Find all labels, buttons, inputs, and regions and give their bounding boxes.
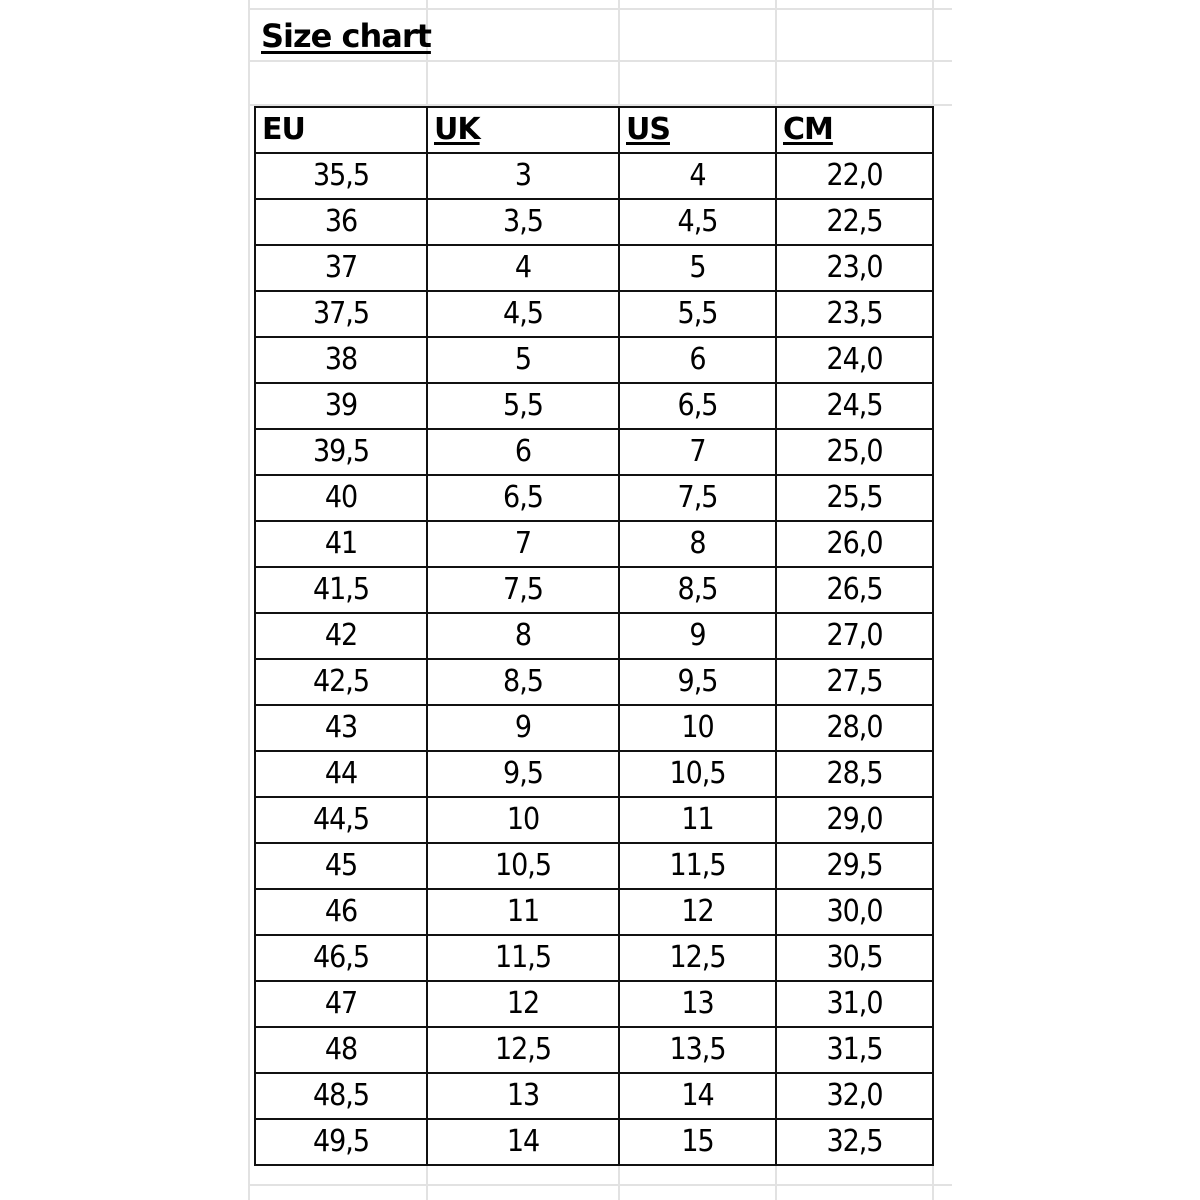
table-row [255,521,933,567]
cell-eu[interactable]: 49,5 [255,1119,427,1165]
cell-cm[interactable]: 31,5 [776,1027,933,1073]
cell-eu[interactable]: 35,5 [255,153,427,199]
header-us[interactable]: US [619,107,776,153]
gridline [248,8,952,10]
cell-cm[interactable]: 22,5 [776,199,933,245]
cell-us[interactable]: 5 [619,245,776,291]
cell-uk[interactable]: 9,5 [427,751,619,797]
table-row [255,337,933,383]
cell-us[interactable]: 9 [619,613,776,659]
cell-cm[interactable]: 23,5 [776,291,933,337]
cell-eu[interactable]: 39 [255,383,427,429]
cell-eu[interactable]: 46,5 [255,935,427,981]
page-title: Size chart [261,17,431,55]
header-uk[interactable]: UK [427,107,619,153]
table-row [255,1073,933,1119]
cell-uk[interactable]: 4,5 [427,291,619,337]
cell-uk[interactable]: 6 [427,429,619,475]
cell-cm[interactable]: 25,0 [776,429,933,475]
cell-cm[interactable]: 23,0 [776,245,933,291]
cell-uk[interactable]: 11,5 [427,935,619,981]
cell-eu[interactable]: 44 [255,751,427,797]
table-row [255,567,933,613]
cell-uk[interactable]: 14 [427,1119,619,1165]
cell-uk[interactable]: 8 [427,613,619,659]
cell-uk[interactable]: 5 [427,337,619,383]
cell-us[interactable]: 8,5 [619,567,776,613]
table-row [255,889,933,935]
cell-cm[interactable]: 31,0 [776,981,933,1027]
cell-us[interactable]: 5,5 [619,291,776,337]
cell-eu[interactable]: 44,5 [255,797,427,843]
gridline [248,60,952,62]
cell-cm[interactable]: 27,0 [776,613,933,659]
table-row [255,429,933,475]
table-row [255,981,933,1027]
cell-us[interactable]: 11,5 [619,843,776,889]
table-header-row [255,107,933,153]
table-row [255,291,933,337]
cell-cm[interactable]: 32,0 [776,1073,933,1119]
cell-uk[interactable]: 3,5 [427,199,619,245]
cell-cm[interactable]: 32,5 [776,1119,933,1165]
gridline [248,1184,952,1186]
cell-uk[interactable]: 7 [427,521,619,567]
cell-uk[interactable]: 8,5 [427,659,619,705]
table-row [255,659,933,705]
cell-eu[interactable]: 39,5 [255,429,427,475]
cell-eu[interactable]: 42 [255,613,427,659]
cell-eu[interactable]: 43 [255,705,427,751]
cell-cm[interactable]: 29,5 [776,843,933,889]
table-row [255,153,933,199]
cell-us[interactable]: 14 [619,1073,776,1119]
table-row [255,613,933,659]
cell-uk[interactable]: 10,5 [427,843,619,889]
size-table [254,106,934,1166]
cell-eu[interactable]: 46 [255,889,427,935]
table-row [255,199,933,245]
cell-uk[interactable]: 13 [427,1073,619,1119]
cell-us[interactable]: 8 [619,521,776,567]
cell-uk[interactable]: 7,5 [427,567,619,613]
cell-us[interactable]: 10,5 [619,751,776,797]
cell-eu[interactable]: 36 [255,199,427,245]
cell-eu[interactable]: 45 [255,843,427,889]
cell-cm[interactable]: 28,5 [776,751,933,797]
cell-cm[interactable]: 30,5 [776,935,933,981]
cell-uk[interactable]: 11 [427,889,619,935]
cell-us[interactable]: 13 [619,981,776,1027]
cell-uk[interactable]: 12 [427,981,619,1027]
cell-uk[interactable]: 12,5 [427,1027,619,1073]
cell-eu[interactable]: 48 [255,1027,427,1073]
cell-eu[interactable]: 38 [255,337,427,383]
cell-cm[interactable]: 22,0 [776,153,933,199]
table-row [255,797,933,843]
cell-uk[interactable]: 9 [427,705,619,751]
cell-eu[interactable]: 37 [255,245,427,291]
cell-us[interactable]: 12,5 [619,935,776,981]
table-row [255,475,933,521]
cell-cm[interactable]: 27,5 [776,659,933,705]
cell-eu[interactable]: 40 [255,475,427,521]
cell-us[interactable]: 15 [619,1119,776,1165]
cell-us[interactable]: 4 [619,153,776,199]
cell-us[interactable]: 10 [619,705,776,751]
cell-eu[interactable]: 47 [255,981,427,1027]
cell-us[interactable]: 12 [619,889,776,935]
table-row [255,843,933,889]
cell-eu[interactable]: 37,5 [255,291,427,337]
table-row [255,383,933,429]
gridline [248,0,250,1200]
cell-uk[interactable]: 10 [427,797,619,843]
table-row [255,245,933,291]
cell-cm[interactable]: 24,5 [776,383,933,429]
table-row [255,705,933,751]
cell-eu[interactable]: 48,5 [255,1073,427,1119]
table-row [255,1119,933,1165]
cell-eu[interactable]: 42,5 [255,659,427,705]
header-eu[interactable]: EU [255,107,427,153]
cell-cm[interactable]: 24,0 [776,337,933,383]
cell-us[interactable]: 11 [619,797,776,843]
cell-cm[interactable]: 30,0 [776,889,933,935]
cell-cm[interactable]: 26,0 [776,521,933,567]
cell-cm[interactable]: 28,0 [776,705,933,751]
cell-uk[interactable]: 6,5 [427,475,619,521]
cell-us[interactable]: 9,5 [619,659,776,705]
table-row [255,1027,933,1073]
cell-us[interactable]: 6 [619,337,776,383]
cell-us[interactable]: 7,5 [619,475,776,521]
cell-us[interactable]: 7 [619,429,776,475]
cell-uk[interactable]: 5,5 [427,383,619,429]
table-row [255,751,933,797]
cell-uk[interactable]: 3 [427,153,619,199]
cell-us[interactable]: 13,5 [619,1027,776,1073]
cell-uk[interactable]: 4 [427,245,619,291]
cell-eu[interactable]: 41,5 [255,567,427,613]
table-row [255,935,933,981]
cell-cm[interactable]: 25,5 [776,475,933,521]
cell-cm[interactable]: 29,0 [776,797,933,843]
cell-us[interactable]: 6,5 [619,383,776,429]
cell-eu[interactable]: 41 [255,521,427,567]
header-cm[interactable]: CM [776,107,933,153]
cell-cm[interactable]: 26,5 [776,567,933,613]
cell-us[interactable]: 4,5 [619,199,776,245]
